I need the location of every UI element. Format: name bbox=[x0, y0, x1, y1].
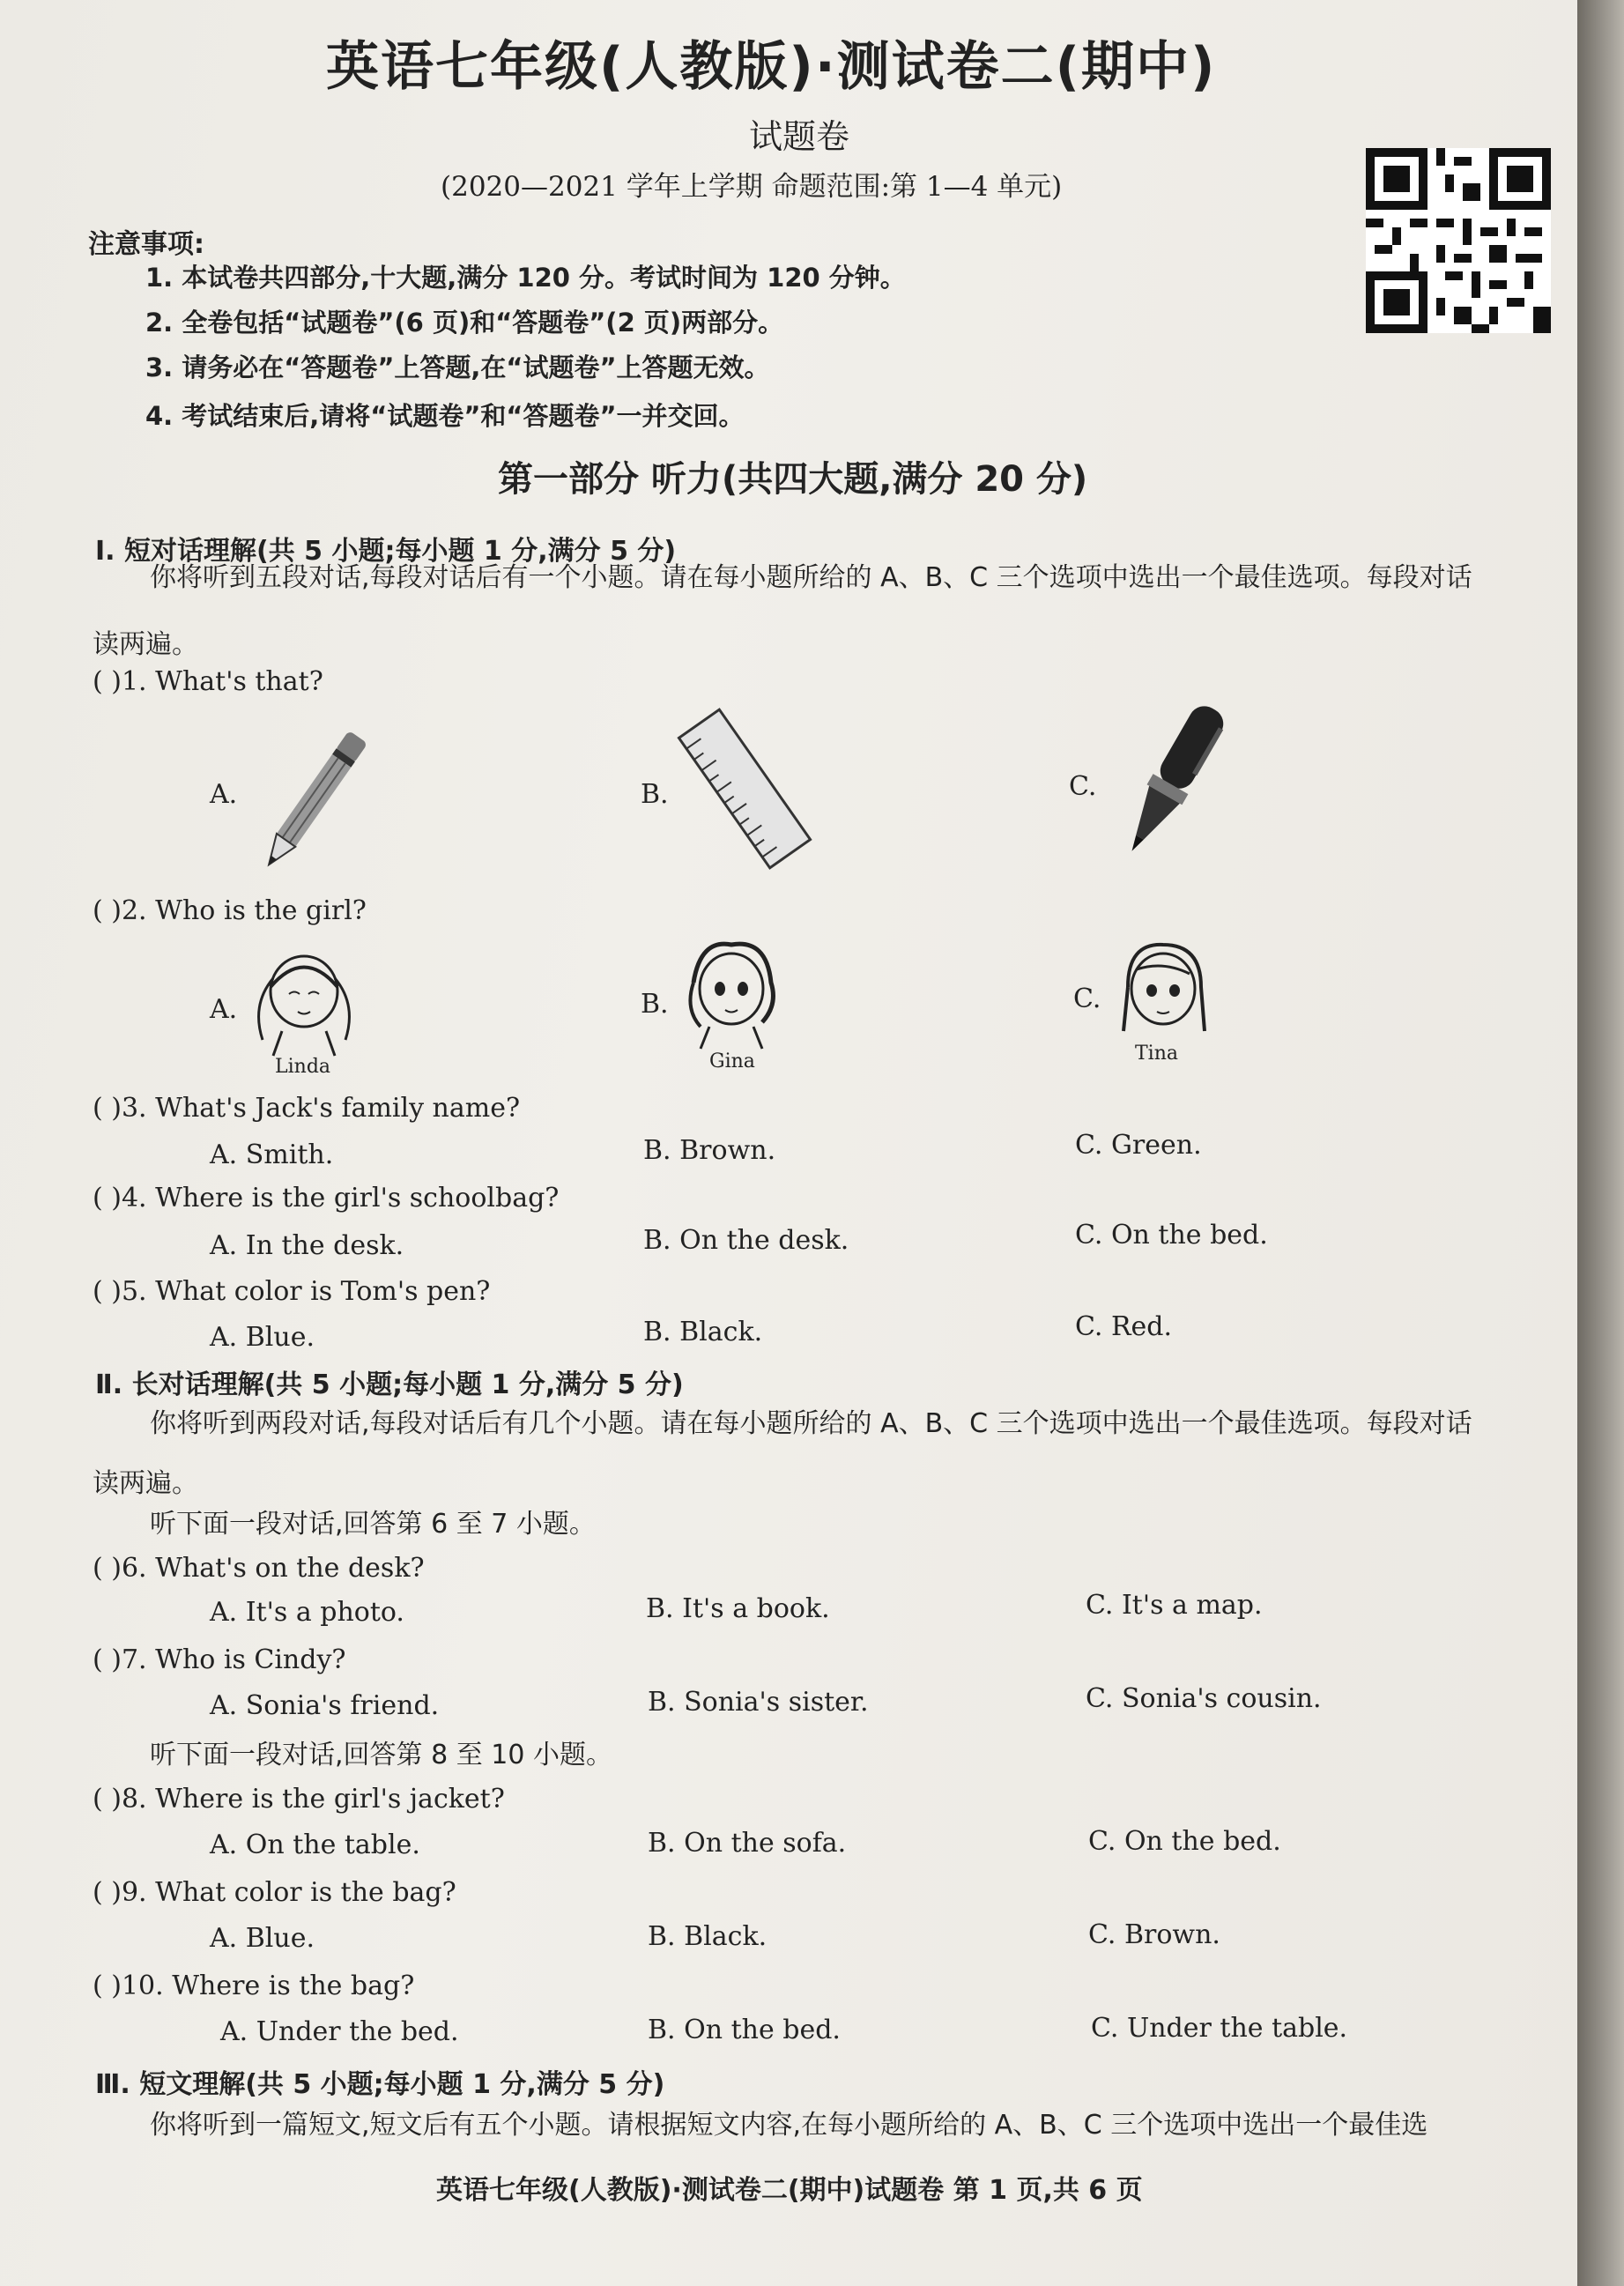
section-1-heading: Ⅰ. 短对话理解(共 5 小题;每小题 1 分,满分 5 分) bbox=[95, 536, 677, 567]
option-10a: A. Under the bed. bbox=[220, 2016, 459, 2047]
option-1a: A. bbox=[210, 779, 238, 810]
notes-heading: 注意事项: bbox=[88, 229, 204, 260]
option-10c: C. Under the table. bbox=[1091, 2013, 1348, 2044]
option-9a: A. Blue. bbox=[210, 1923, 315, 1954]
option-2b: B. bbox=[641, 989, 669, 1020]
section-2-instructions-cont: 读两遍。 bbox=[93, 1468, 198, 1499]
question-10: ( )10. Where is the bag? bbox=[93, 1971, 415, 2001]
option-1b: B. bbox=[641, 779, 669, 810]
question-9: ( )9. What color is the bag? bbox=[93, 1877, 456, 1908]
option-2a: A. bbox=[210, 994, 238, 1025]
option-4b: B. On the desk. bbox=[643, 1225, 849, 1256]
pencil-icon bbox=[256, 718, 370, 886]
option-7b: B. Sonia's sister. bbox=[648, 1687, 869, 1718]
option-3a: A. Smith. bbox=[210, 1139, 334, 1170]
option-5c: C. Red. bbox=[1075, 1311, 1173, 1342]
option-6b: B. It's a book. bbox=[646, 1593, 830, 1624]
page-footer: 英语七年级(人教版)·测试卷二(期中)试题卷 第 1 页,共 6 页 bbox=[436, 2175, 1143, 2206]
option-7c: C. Sonia's cousin. bbox=[1086, 1683, 1322, 1714]
section-3-heading: Ⅲ. 短文理解(共 5 小题;每小题 1 分,满分 5 分) bbox=[95, 2069, 665, 2100]
option-6a: A. It's a photo. bbox=[210, 1597, 404, 1628]
note-item: 4. 考试结束后,请将“试题卷”和“答题卷”一并交回。 bbox=[145, 401, 745, 431]
option-10b: B. On the bed. bbox=[648, 2015, 841, 2045]
option-4c: C. On the bed. bbox=[1075, 1220, 1268, 1251]
section-1-instructions-cont: 读两遍。 bbox=[93, 629, 198, 660]
option-1c: C. bbox=[1069, 771, 1097, 802]
option-3b: B. Brown. bbox=[643, 1135, 776, 1166]
section-2-lead-2: 听下面一段对话,回答第 8 至 10 小题。 bbox=[150, 1740, 612, 1770]
option-9b: B. Black. bbox=[648, 1921, 768, 1952]
note-item: 2. 全卷包括“试题卷”(6 页)和“答题卷”(2 页)两部分。 bbox=[145, 308, 784, 338]
caption-tina: Tina bbox=[1135, 1043, 1178, 1065]
option-8b: B. On the sofa. bbox=[648, 1828, 847, 1859]
question-8: ( )8. Where is the girl's jacket? bbox=[93, 1784, 505, 1815]
girl-tina-icon bbox=[1106, 934, 1220, 1044]
option-5b: B. Black. bbox=[643, 1317, 763, 1347]
pen-icon bbox=[1106, 698, 1238, 865]
option-3c: C. Green. bbox=[1075, 1130, 1202, 1161]
girl-gina-icon bbox=[674, 934, 789, 1049]
section-2-heading: Ⅱ. 长对话理解(共 5 小题;每小题 1 分,满分 5 分) bbox=[95, 1369, 684, 1400]
option-5a: A. Blue. bbox=[210, 1322, 315, 1353]
option-7a: A. Sonia's friend. bbox=[210, 1690, 440, 1721]
qr-code-icon bbox=[1366, 148, 1551, 333]
option-9c: C. Brown. bbox=[1088, 1919, 1220, 1950]
question-4: ( )4. Where is the girl's schoolbag? bbox=[93, 1183, 560, 1214]
note-item: 3. 请务必在“答题卷”上答题,在“试题卷”上答题无效。 bbox=[145, 353, 770, 382]
section-2-instructions: 你将听到两段对话,每段对话后有几个小题。请在每小题所给的 A、B、C 三个选项中选出一个最佳选项。每段对话 bbox=[150, 1408, 1472, 1439]
option-8a: A. On the table. bbox=[210, 1830, 420, 1860]
exam-meta: (2020—2021 学年上学期 命题范围:第 1—4 单元) bbox=[441, 171, 1063, 203]
question-6: ( )6. What's on the desk? bbox=[93, 1553, 425, 1584]
part-one-heading: 第一部分 听力(共四大题,满分 20 分) bbox=[498, 459, 1088, 500]
option-8c: C. On the bed. bbox=[1088, 1826, 1281, 1857]
girl-linda-icon bbox=[247, 943, 361, 1058]
caption-gina: Gina bbox=[709, 1050, 755, 1072]
section-1-instructions: 你将听到五段对话,每段对话后有一个小题。请在每小题所给的 A、B、C 三个选项中选出一个最佳选项。每段对话 bbox=[150, 562, 1472, 593]
page-subtitle: 试题卷 bbox=[749, 117, 850, 156]
section-3-instructions: 你将听到一篇短文,短文后有五个小题。请根据短文内容,在每小题所给的 A、B、C 三个选项中选出一个最佳选 bbox=[150, 2110, 1428, 2141]
page-edge bbox=[1577, 0, 1624, 2286]
page-title: 英语七年级(人教版)·测试卷二(期中) bbox=[326, 36, 1217, 98]
note-item: 1. 本试卷共四部分,十大题,满分 120 分。考试时间为 120 分钟。 bbox=[145, 263, 906, 293]
section-2-lead-1: 听下面一段对话,回答第 6 至 7 小题。 bbox=[150, 1509, 596, 1540]
question-1: ( )1. What's that? bbox=[93, 666, 323, 697]
caption-linda: Linda bbox=[275, 1056, 331, 1078]
option-6c: C. It's a map. bbox=[1086, 1590, 1263, 1621]
ruler-icon bbox=[674, 709, 815, 868]
option-4a: A. In the desk. bbox=[210, 1230, 404, 1261]
option-2c: C. bbox=[1073, 983, 1101, 1014]
question-2: ( )2. Who is the girl? bbox=[93, 895, 367, 926]
question-5: ( )5. What color is Tom's pen? bbox=[93, 1276, 491, 1307]
question-3: ( )3. What's Jack's family name? bbox=[93, 1093, 521, 1124]
question-7: ( )7. Who is Cindy? bbox=[93, 1644, 346, 1675]
